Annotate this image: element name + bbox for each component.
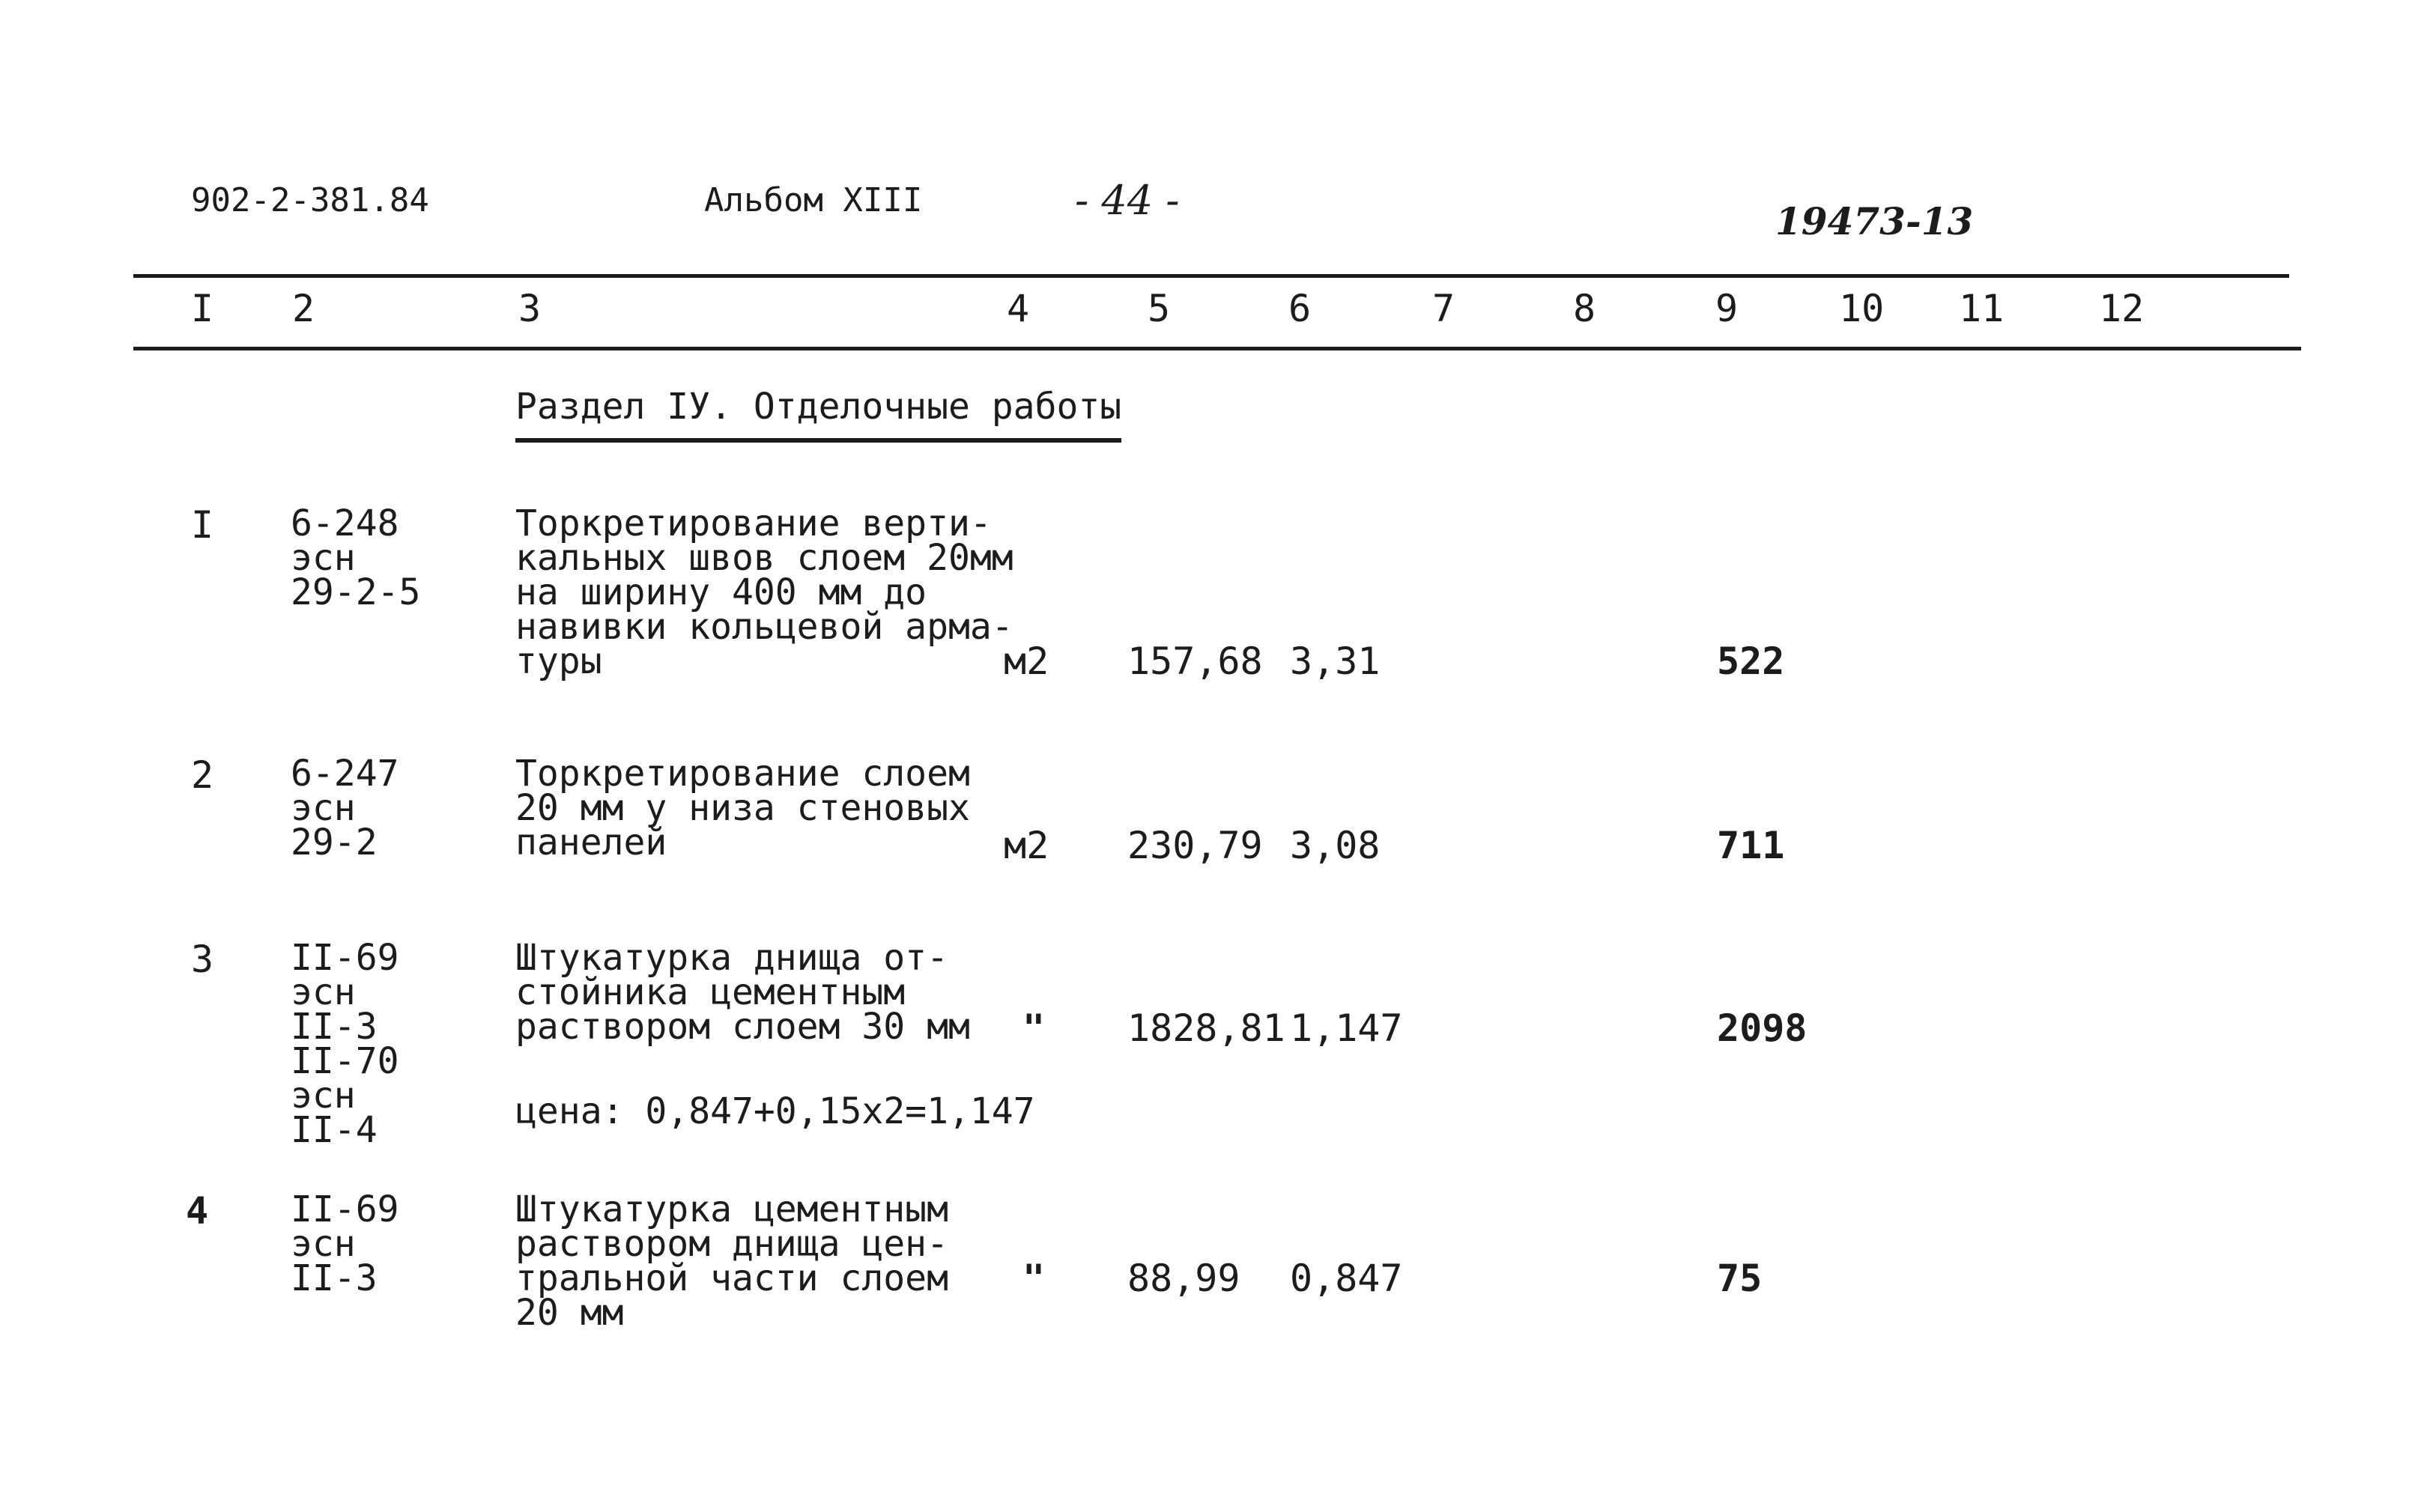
row-description bbox=[515, 503, 1013, 682]
column-number: 11 bbox=[1959, 287, 2005, 330]
desc-line: 20 мм у низа стеновых bbox=[515, 787, 970, 829]
table-top-rule bbox=[133, 274, 2289, 278]
row-quantity: 230,79 bbox=[1127, 824, 1263, 867]
row-price: 3,31 bbox=[1290, 640, 1381, 683]
code-line: 29-2 bbox=[291, 822, 378, 863]
desc-line: стойника цементным bbox=[515, 971, 906, 1013]
document-code: 902-2-381.84 bbox=[191, 181, 429, 219]
desc-line: кальных швов слоем 20мм bbox=[515, 537, 1013, 579]
code-line: II-69 bbox=[291, 937, 399, 979]
section-title: Раздел IУ. Отделочные работы bbox=[515, 386, 1121, 443]
desc-line: туры bbox=[515, 640, 602, 682]
row-total: 522 bbox=[1717, 640, 1785, 683]
column-number: 9 bbox=[1715, 287, 1739, 330]
row-number: 4 bbox=[186, 1189, 209, 1233]
column-number: 6 bbox=[1288, 287, 1312, 330]
row-codes bbox=[291, 753, 399, 863]
row-quantity: 88,99 bbox=[1127, 1257, 1240, 1300]
row-number: 3 bbox=[191, 938, 214, 981]
column-number: 10 bbox=[1839, 287, 1885, 330]
code-line: эсн bbox=[291, 787, 356, 829]
desc-line: Штукатурка днища от- bbox=[515, 937, 948, 979]
desc-line: Торкретирование слоем bbox=[515, 753, 970, 795]
row-unit: " bbox=[1022, 1007, 1046, 1050]
code-line: эсн bbox=[291, 1075, 356, 1117]
desc-line: 20 мм bbox=[515, 1292, 624, 1334]
column-number: 8 bbox=[1573, 287, 1596, 330]
desc-line: раствором днища цен- bbox=[515, 1223, 948, 1265]
row-codes bbox=[291, 937, 399, 1151]
code-line: II-69 bbox=[291, 1188, 399, 1230]
row-price: 1,147 bbox=[1290, 1007, 1403, 1050]
code-line: 29-2-5 bbox=[291, 571, 421, 613]
column-number: I bbox=[191, 287, 214, 330]
row-unit: м2 bbox=[1004, 640, 1049, 683]
desc-line: панелей bbox=[515, 822, 667, 863]
code-line: II-4 bbox=[291, 1109, 378, 1151]
desc-line: раствором слоем 30 мм bbox=[515, 1006, 970, 1048]
row-unit: м2 bbox=[1004, 824, 1049, 867]
code-line: II-70 bbox=[291, 1040, 399, 1082]
code-line: эсн bbox=[291, 971, 356, 1013]
row-price: 0,847 bbox=[1290, 1257, 1403, 1300]
desc-line: на ширину 400 мм до bbox=[515, 571, 927, 613]
row-unit: " bbox=[1022, 1257, 1046, 1300]
album-label: Альбом XIII bbox=[704, 181, 923, 219]
row-total: 2098 bbox=[1717, 1007, 1808, 1050]
row-total: 711 bbox=[1717, 824, 1785, 867]
column-number: 4 bbox=[1007, 287, 1030, 330]
row-number: I bbox=[191, 503, 214, 547]
price-formula: цена: 0,847+0,15х2=1,147 bbox=[515, 1090, 1035, 1132]
page-number: - 44 - bbox=[1075, 177, 1180, 224]
row-price: 3,08 bbox=[1290, 824, 1381, 867]
code-line: 6-248 bbox=[291, 503, 399, 544]
column-number: 12 bbox=[2099, 287, 2145, 330]
code-line: 6-247 bbox=[291, 753, 399, 795]
column-number: 7 bbox=[1432, 287, 1455, 330]
row-codes bbox=[291, 503, 421, 613]
handwritten-code: 19473-13 bbox=[1775, 199, 1974, 243]
row-number: 2 bbox=[191, 753, 214, 797]
desc-line: Штукатурка цементным bbox=[515, 1188, 948, 1230]
code-line: эсн bbox=[291, 1223, 356, 1265]
column-number: 2 bbox=[292, 287, 315, 330]
desc-line: Торкретирование верти- bbox=[515, 503, 992, 544]
code-line: II-3 bbox=[291, 1006, 378, 1048]
code-line: эсн bbox=[291, 537, 356, 579]
desc-line: тральной части слоем bbox=[515, 1257, 948, 1299]
row-description bbox=[515, 753, 970, 863]
row-quantity: 1828,81 bbox=[1127, 1007, 1285, 1050]
table-header-rule bbox=[133, 347, 2301, 350]
column-number: 5 bbox=[1148, 287, 1171, 330]
desc-line: навивки кольцевой арма- bbox=[515, 606, 1013, 648]
row-description bbox=[515, 937, 970, 1048]
row-description bbox=[515, 1188, 948, 1334]
row-codes bbox=[291, 1188, 399, 1299]
row-total: 75 bbox=[1717, 1257, 1763, 1300]
column-number: 3 bbox=[518, 287, 542, 330]
code-line: II-3 bbox=[291, 1257, 378, 1299]
row-quantity: 157,68 bbox=[1127, 640, 1263, 683]
